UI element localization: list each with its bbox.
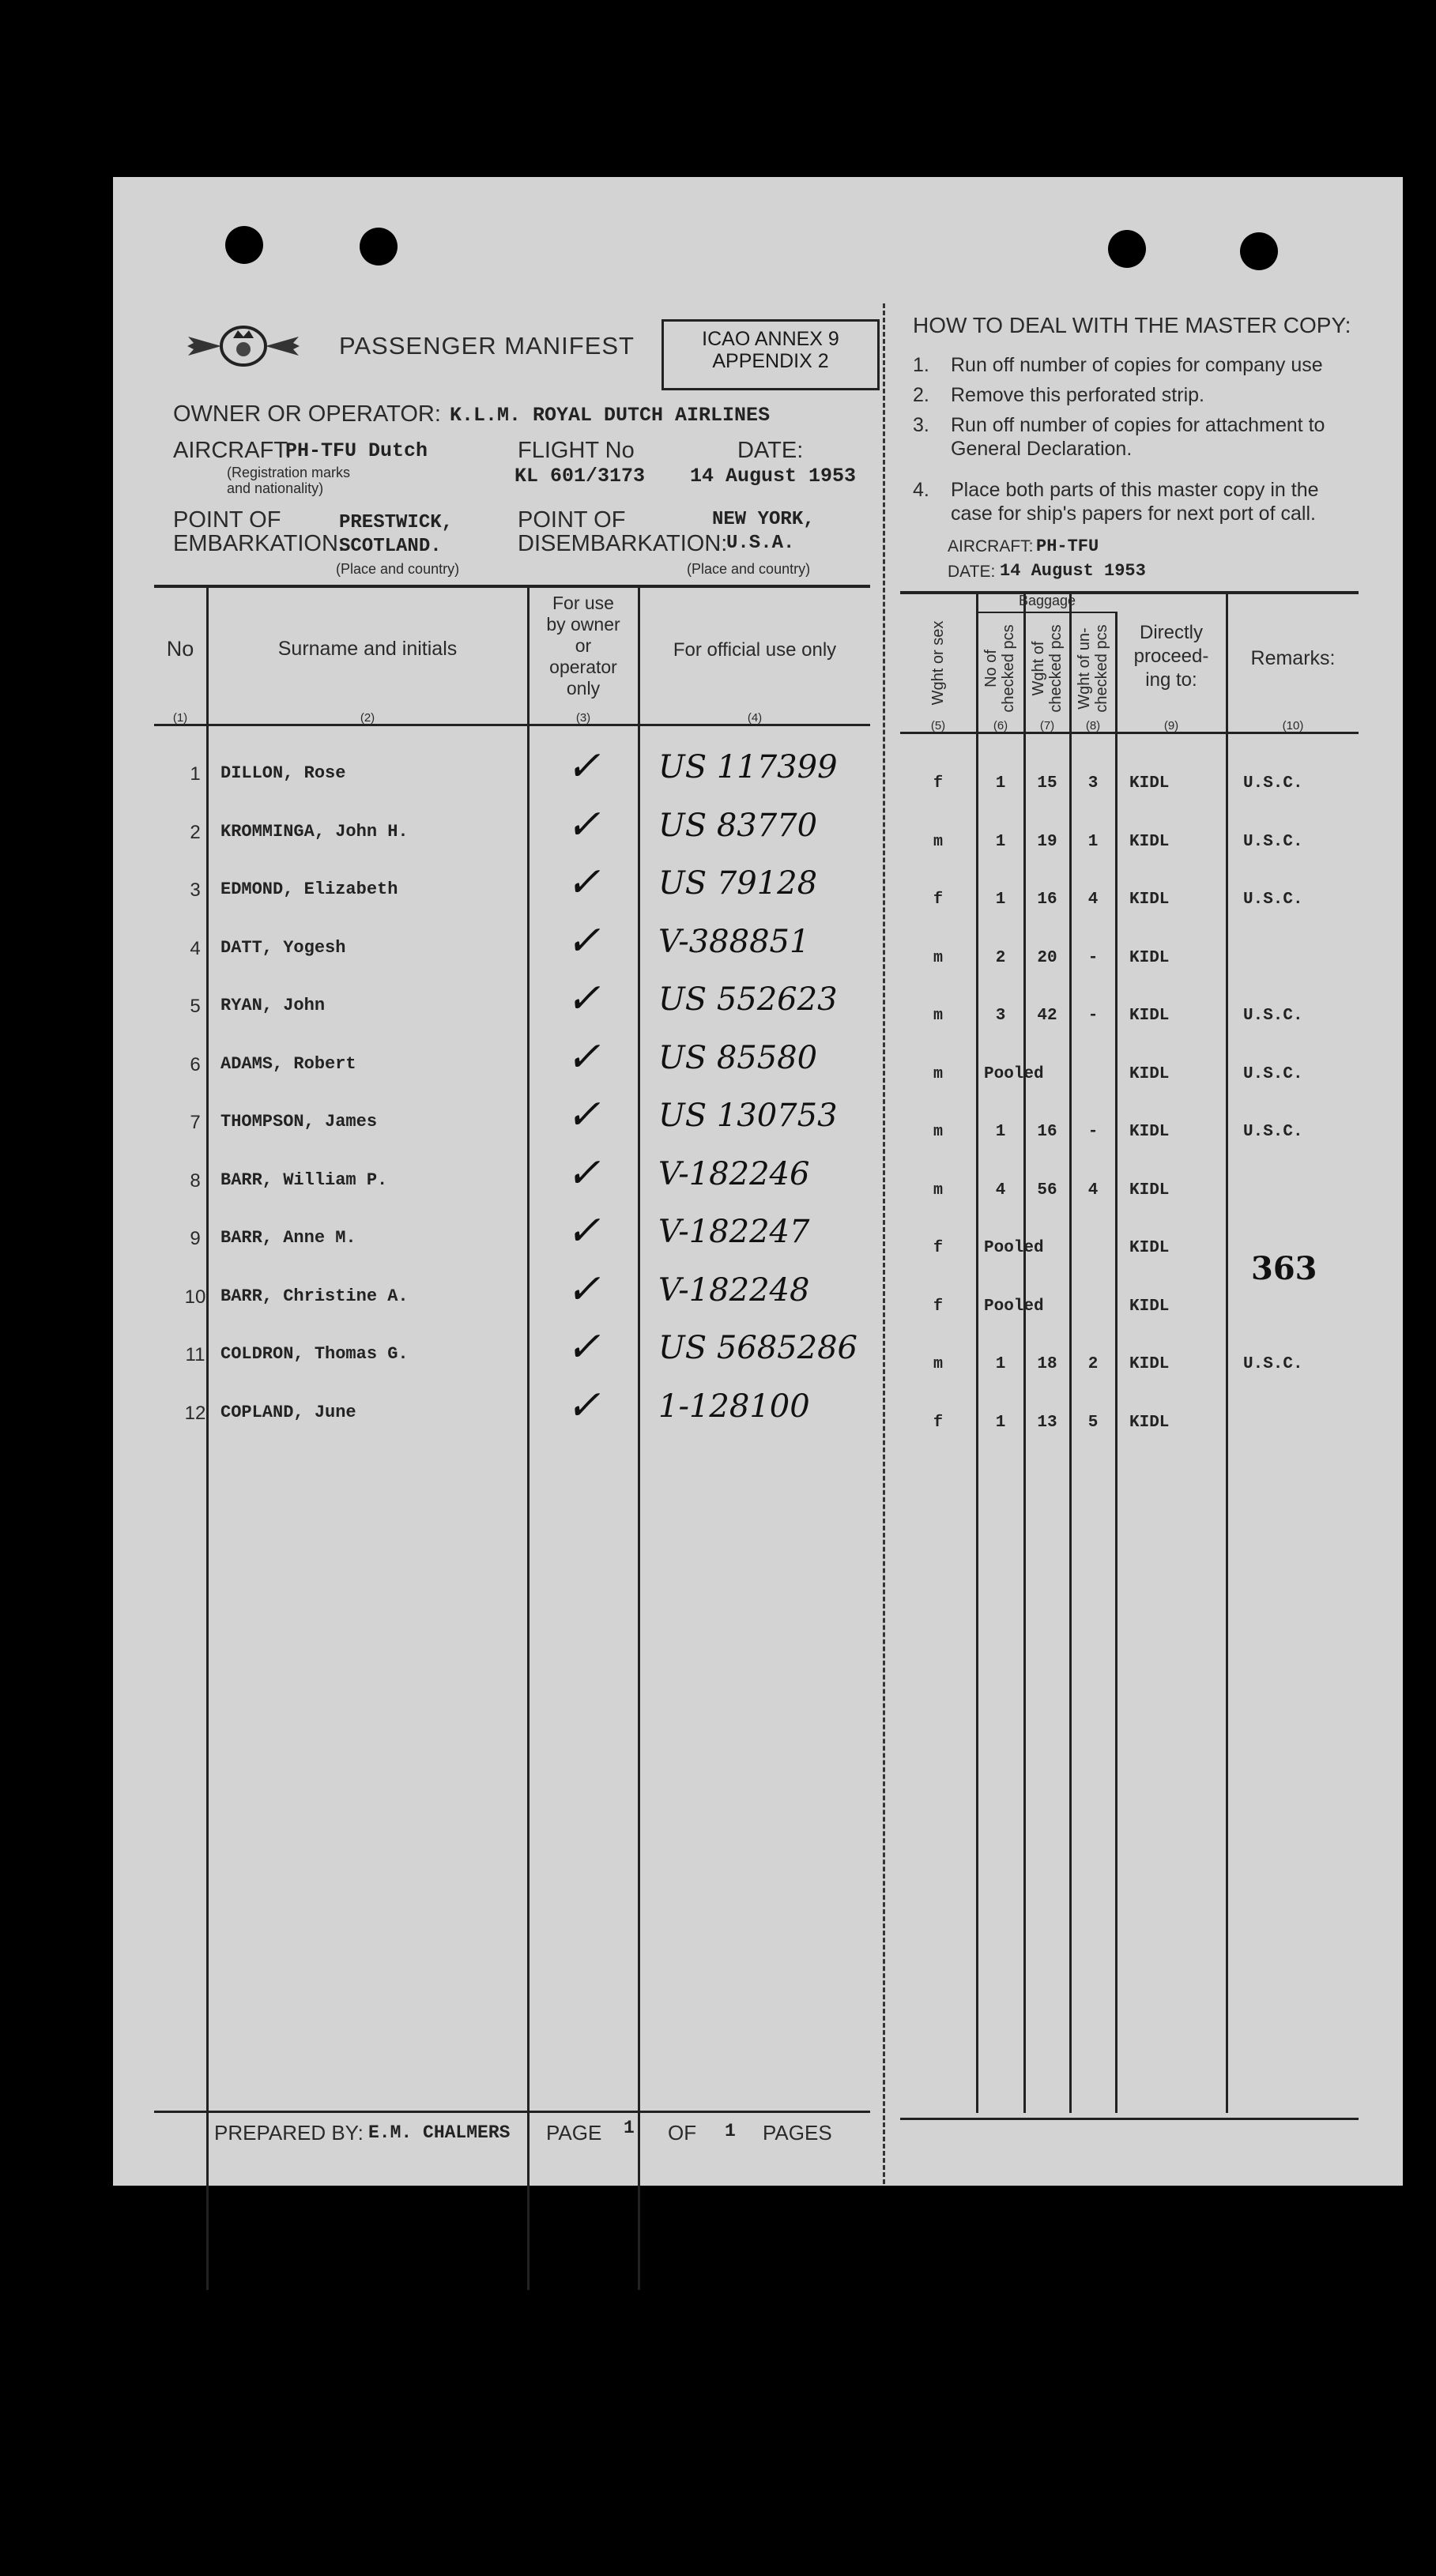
col-num-4: (4) bbox=[747, 711, 763, 725]
official-use-number: US 85580 bbox=[658, 1039, 818, 1076]
footer-rule-left bbox=[154, 2111, 870, 2113]
owner-check-mark: ✓ bbox=[566, 917, 601, 965]
checked-pieces: 1 bbox=[995, 1413, 1006, 1432]
header-line: checked pcs bbox=[1047, 624, 1065, 713]
official-use-number: V-388851 bbox=[658, 923, 810, 960]
unchecked-weight: 1 bbox=[1087, 832, 1099, 851]
passenger-name: ADAMS, Robert bbox=[220, 1053, 356, 1074]
passenger-no: 11 bbox=[185, 1344, 205, 1365]
col-rule bbox=[1115, 612, 1118, 2113]
checked-weight: 18 bbox=[1037, 1355, 1057, 1373]
destination: KIDL bbox=[1129, 891, 1170, 909]
strip-date-label: DATE: bbox=[948, 563, 996, 581]
baggage-rule bbox=[976, 612, 1117, 613]
footer-pages-label: PAGES bbox=[763, 2121, 832, 2145]
header-line: No of bbox=[982, 650, 1000, 687]
passenger-remarks: U.S.C. bbox=[1243, 832, 1303, 851]
flight-value: KL 601/3173 bbox=[514, 465, 646, 488]
checked-weight: 16 bbox=[1037, 891, 1057, 909]
checked-pieces: 2 bbox=[995, 948, 1006, 967]
right-top-rule bbox=[900, 591, 1359, 594]
col-num-9: (9) bbox=[1163, 719, 1179, 733]
passenger-name: RYAN, John bbox=[220, 996, 326, 1015]
disembark-label2: DISEMBARKATION: bbox=[518, 531, 728, 556]
instr-3-text2: General Declaration. bbox=[951, 438, 1133, 460]
passenger-remarks: U.S.C. bbox=[1243, 1355, 1303, 1373]
instr-3-text: Run off number of copies for attachment to bbox=[951, 414, 1325, 436]
unchecked-weight: - bbox=[1087, 1123, 1099, 1141]
checked-pieces: 1 bbox=[995, 832, 1006, 851]
disembark-sub: (Place and country) bbox=[687, 561, 811, 577]
wght-or-sex: m bbox=[933, 1355, 943, 1373]
checked-weight: 16 bbox=[1037, 1123, 1057, 1141]
official-use-number: V-182248 bbox=[658, 1271, 810, 1309]
col-num-7: (7) bbox=[1039, 719, 1055, 733]
wght-or-sex: m bbox=[933, 832, 943, 851]
col-rule bbox=[638, 586, 640, 2290]
header-line: proceed- bbox=[1133, 646, 1209, 667]
owner-check-mark: ✓ bbox=[566, 743, 601, 790]
destination: KIDL bbox=[1129, 774, 1170, 793]
disembark-label1: POINT OF bbox=[518, 507, 626, 533]
checked-pieces: 1 bbox=[995, 774, 1006, 793]
embark-value1: PRESTWICK, bbox=[339, 512, 454, 533]
owner-check-mark: ✓ bbox=[566, 1207, 601, 1255]
checked-weight: 42 bbox=[1037, 1007, 1057, 1025]
official-use-number: V-182247 bbox=[658, 1214, 810, 1250]
passenger-no: 2 bbox=[190, 821, 201, 843]
passenger-name: EDMOND, Elizabeth bbox=[220, 879, 398, 899]
wght-or-sex: f bbox=[933, 1239, 943, 1257]
instr-4-text2: case for ship's papers for next port of call. bbox=[951, 503, 1316, 525]
passenger-name: KROMMINGA, John H. bbox=[220, 821, 409, 842]
header-line: checked pcs bbox=[1000, 624, 1017, 713]
col-wght-sex-header: Wght or sex bbox=[929, 620, 947, 706]
col-wght-checked-header bbox=[1030, 621, 1065, 716]
date-label: DATE: bbox=[737, 438, 804, 463]
destination: KIDL bbox=[1129, 1297, 1170, 1316]
wght-or-sex: f bbox=[933, 891, 943, 909]
instr-1-num: 1. bbox=[913, 354, 929, 376]
instr-2-num: 2. bbox=[913, 384, 929, 406]
owner-check-mark: ✓ bbox=[566, 975, 601, 1022]
table-top-rule bbox=[154, 585, 870, 588]
unchecked-weight: 5 bbox=[1087, 1413, 1099, 1432]
owner-use-line: or bbox=[575, 635, 592, 656]
header-line: checked pcs bbox=[1093, 624, 1110, 713]
disembark-value1: NEW YORK, bbox=[712, 509, 815, 530]
destination: KIDL bbox=[1129, 1413, 1170, 1432]
col-num-10: (10) bbox=[1282, 719, 1304, 733]
destination: KIDL bbox=[1129, 1181, 1170, 1199]
official-use-number: US 130753 bbox=[658, 1098, 838, 1134]
col-wght-unchecked-header bbox=[1076, 621, 1110, 716]
destination: KIDL bbox=[1129, 1239, 1170, 1257]
passenger-name: DILLON, Rose bbox=[220, 763, 346, 783]
passenger-name: COPLAND, June bbox=[220, 1402, 356, 1422]
destination: KIDL bbox=[1129, 1355, 1170, 1373]
passenger-name: BARR, Christine A. bbox=[220, 1286, 409, 1306]
footer-prepared-value: E.M. CHALMERS bbox=[368, 2122, 511, 2143]
aircraft-sub2: and nationality) bbox=[227, 480, 324, 496]
instr-4-num: 4. bbox=[913, 479, 929, 501]
passenger-remarks: U.S.C. bbox=[1243, 1064, 1303, 1083]
checked-pieces: 1 bbox=[995, 891, 1006, 909]
header-line: Wght of bbox=[1030, 641, 1047, 696]
owner-check-mark: ✓ bbox=[566, 859, 601, 906]
wght-or-sex: f bbox=[933, 1297, 943, 1316]
col-rule bbox=[1226, 593, 1228, 2113]
header-line: Directly bbox=[1139, 622, 1203, 643]
passenger-no: 3 bbox=[190, 879, 201, 901]
icao-annex-box bbox=[661, 319, 880, 390]
col-remarks-header: Remarks: bbox=[1250, 647, 1336, 669]
footer-rule-right bbox=[900, 2118, 1359, 2120]
wght-or-sex: f bbox=[933, 1413, 943, 1432]
instructions-heading: HOW TO DEAL WITH THE MASTER COPY: bbox=[913, 313, 1351, 337]
strip-date-value: 14 August 1953 bbox=[1000, 561, 1146, 581]
checked-weight: 19 bbox=[1037, 832, 1057, 851]
manifest-sheet bbox=[113, 177, 1403, 2186]
destination: KIDL bbox=[1129, 948, 1170, 967]
passenger-no: 10 bbox=[184, 1286, 206, 1308]
checked-weight: 15 bbox=[1037, 774, 1057, 793]
passenger-no: 5 bbox=[190, 996, 201, 1017]
annex-line1: ICAO ANNEX 9 bbox=[702, 328, 839, 350]
passenger-name: THOMPSON, James bbox=[220, 1112, 378, 1132]
footer-of-value: 1 bbox=[725, 2121, 736, 2141]
instr-1-text: Run off number of copies for company use bbox=[951, 354, 1323, 376]
col-num-1: (1) bbox=[172, 711, 188, 725]
passenger-name: BARR, William P. bbox=[220, 1169, 388, 1190]
col-directly-header bbox=[1117, 621, 1226, 692]
col-num-2: (2) bbox=[360, 711, 375, 725]
destination: KIDL bbox=[1129, 832, 1170, 851]
owner-use-line: only bbox=[566, 678, 601, 699]
unchecked-weight: - bbox=[1087, 1007, 1099, 1025]
punch-hole bbox=[1108, 230, 1146, 268]
aircraft-label: AIRCRAFT: bbox=[173, 438, 292, 463]
footer-prepared-label: PREPARED BY: bbox=[214, 2121, 364, 2145]
col-rule bbox=[1023, 593, 1026, 2113]
checked-weight: 20 bbox=[1037, 948, 1057, 967]
col-baggage-header: Baggage bbox=[1018, 593, 1076, 608]
punch-hole bbox=[360, 228, 398, 266]
wght-or-sex: m bbox=[933, 1064, 943, 1083]
col-num-3: (3) bbox=[575, 711, 591, 725]
col-checked-pcs-header bbox=[982, 621, 1017, 716]
header-line: ing to: bbox=[1145, 669, 1197, 691]
checked-weight: 13 bbox=[1037, 1413, 1057, 1432]
footer-of-label: OF bbox=[668, 2121, 697, 2145]
checked-weight: 56 bbox=[1037, 1181, 1057, 1199]
footer-page-label: PAGE bbox=[546, 2121, 602, 2145]
col-rule bbox=[527, 586, 530, 2290]
col-surname-header: Surname and initials bbox=[277, 638, 458, 660]
instr-3-num: 3. bbox=[913, 414, 929, 436]
embark-label2: EMBARKATION: bbox=[173, 531, 345, 556]
passenger-no: 6 bbox=[190, 1053, 201, 1075]
destination: KIDL bbox=[1129, 1064, 1170, 1083]
owner-check-mark: ✓ bbox=[566, 1381, 601, 1429]
checked-pieces: Pooled bbox=[984, 1239, 1044, 1257]
passenger-remarks: U.S.C. bbox=[1243, 1007, 1303, 1025]
official-use-number: 1-128100 bbox=[658, 1388, 810, 1425]
destination: KIDL bbox=[1129, 1123, 1170, 1141]
owner-check-mark: ✓ bbox=[566, 1265, 601, 1313]
owner-check-mark: ✓ bbox=[566, 800, 601, 849]
punch-hole bbox=[225, 226, 263, 264]
perforation-line bbox=[883, 303, 885, 2184]
wght-or-sex: f bbox=[933, 774, 943, 793]
checked-pieces: 3 bbox=[995, 1007, 1006, 1025]
official-use-number: V-182246 bbox=[658, 1155, 810, 1192]
checked-pieces: 4 bbox=[995, 1181, 1006, 1199]
passenger-no: 12 bbox=[184, 1402, 206, 1424]
official-use-number: US 83770 bbox=[658, 807, 818, 844]
embark-sub: (Place and country) bbox=[336, 561, 460, 577]
col-rule bbox=[1069, 593, 1072, 2113]
header-line: Wght of un- bbox=[1076, 627, 1093, 710]
passenger-remarks: U.S.C. bbox=[1243, 774, 1303, 793]
passenger-remarks: U.S.C. bbox=[1243, 891, 1303, 909]
passenger-name: BARR, Anne M. bbox=[220, 1228, 356, 1248]
owner-use-line: by owner bbox=[546, 614, 620, 635]
passenger-no: 8 bbox=[190, 1169, 201, 1192]
col-official-header: For official use only bbox=[673, 639, 837, 661]
col-owner-use-header bbox=[529, 593, 638, 699]
official-use-number: US 79128 bbox=[658, 865, 818, 902]
aircraft-value: PH-TFU Dutch bbox=[285, 439, 428, 462]
flight-label: FLIGHT No bbox=[518, 438, 635, 463]
embark-value2: SCOTLAND. bbox=[339, 536, 442, 557]
col-num-5: (5) bbox=[930, 719, 946, 733]
owner-check-mark: ✓ bbox=[566, 1091, 601, 1139]
col-rule bbox=[976, 593, 978, 2113]
instr-4-text: Place both parts of this master copy in the bbox=[951, 479, 1319, 501]
checked-pieces: Pooled bbox=[984, 1297, 1044, 1316]
passenger-no: 4 bbox=[190, 937, 201, 959]
official-use-number: US 117399 bbox=[658, 749, 838, 785]
checked-pieces: Pooled bbox=[984, 1064, 1044, 1083]
unchecked-weight: 2 bbox=[1087, 1355, 1099, 1373]
wght-or-sex: m bbox=[933, 1123, 943, 1141]
unchecked-weight: 4 bbox=[1087, 891, 1099, 909]
owner-check-mark: ✓ bbox=[566, 1149, 601, 1197]
destination: KIDL bbox=[1129, 1007, 1170, 1025]
passenger-name: COLDRON, Thomas G. bbox=[220, 1344, 409, 1364]
passenger-no: 1 bbox=[190, 763, 201, 785]
strip-aircraft-label: AIRCRAFT: bbox=[948, 537, 1034, 555]
passenger-no: 7 bbox=[190, 1112, 201, 1133]
passenger-no: 9 bbox=[190, 1228, 201, 1249]
disembark-value2: U.S.A. bbox=[726, 533, 795, 554]
checked-pieces: 1 bbox=[995, 1355, 1006, 1373]
col-num-8: (8) bbox=[1085, 719, 1101, 733]
passenger-name: DATT, Yogesh bbox=[220, 937, 346, 958]
col-num-6: (6) bbox=[993, 719, 1008, 733]
strip-aircraft-value: PH-TFU bbox=[1036, 537, 1099, 556]
owner-use-line: operator bbox=[549, 657, 617, 677]
owner-check-mark: ✓ bbox=[566, 1033, 601, 1081]
stamp-number: 363 bbox=[1251, 1250, 1317, 1287]
klm-crown-logo bbox=[184, 314, 303, 378]
wght-or-sex: m bbox=[933, 1181, 943, 1199]
date-value: 14 August 1953 bbox=[690, 465, 857, 488]
owner-label: OWNER OR OPERATOR: bbox=[173, 401, 441, 427]
owner-value: K.L.M. ROYAL DUTCH AIRLINES bbox=[450, 404, 771, 427]
official-use-number: US 552623 bbox=[658, 981, 838, 1018]
owner-check-mark: ✓ bbox=[566, 1324, 601, 1371]
annex-line2: APPENDIX 2 bbox=[712, 350, 829, 372]
official-use-number: US 5685286 bbox=[658, 1330, 857, 1366]
wght-or-sex: m bbox=[933, 948, 943, 967]
checked-pieces: 1 bbox=[995, 1123, 1006, 1141]
passenger-remarks: U.S.C. bbox=[1243, 1123, 1303, 1141]
footer-page-value: 1 bbox=[624, 2118, 635, 2138]
unchecked-weight: - bbox=[1087, 948, 1099, 967]
owner-use-line: For use bbox=[552, 593, 614, 613]
document-title: PASSENGER MANIFEST bbox=[339, 332, 635, 360]
aircraft-sub1: (Registration marks bbox=[227, 465, 351, 480]
punch-hole bbox=[1240, 232, 1278, 270]
instr-2-text: Remove this perforated strip. bbox=[951, 384, 1204, 406]
wght-or-sex: m bbox=[933, 1007, 943, 1025]
col-no-header: No bbox=[166, 637, 194, 661]
unchecked-weight: 3 bbox=[1087, 774, 1099, 793]
embark-label1: POINT OF bbox=[173, 507, 281, 533]
unchecked-weight: 4 bbox=[1087, 1181, 1099, 1199]
